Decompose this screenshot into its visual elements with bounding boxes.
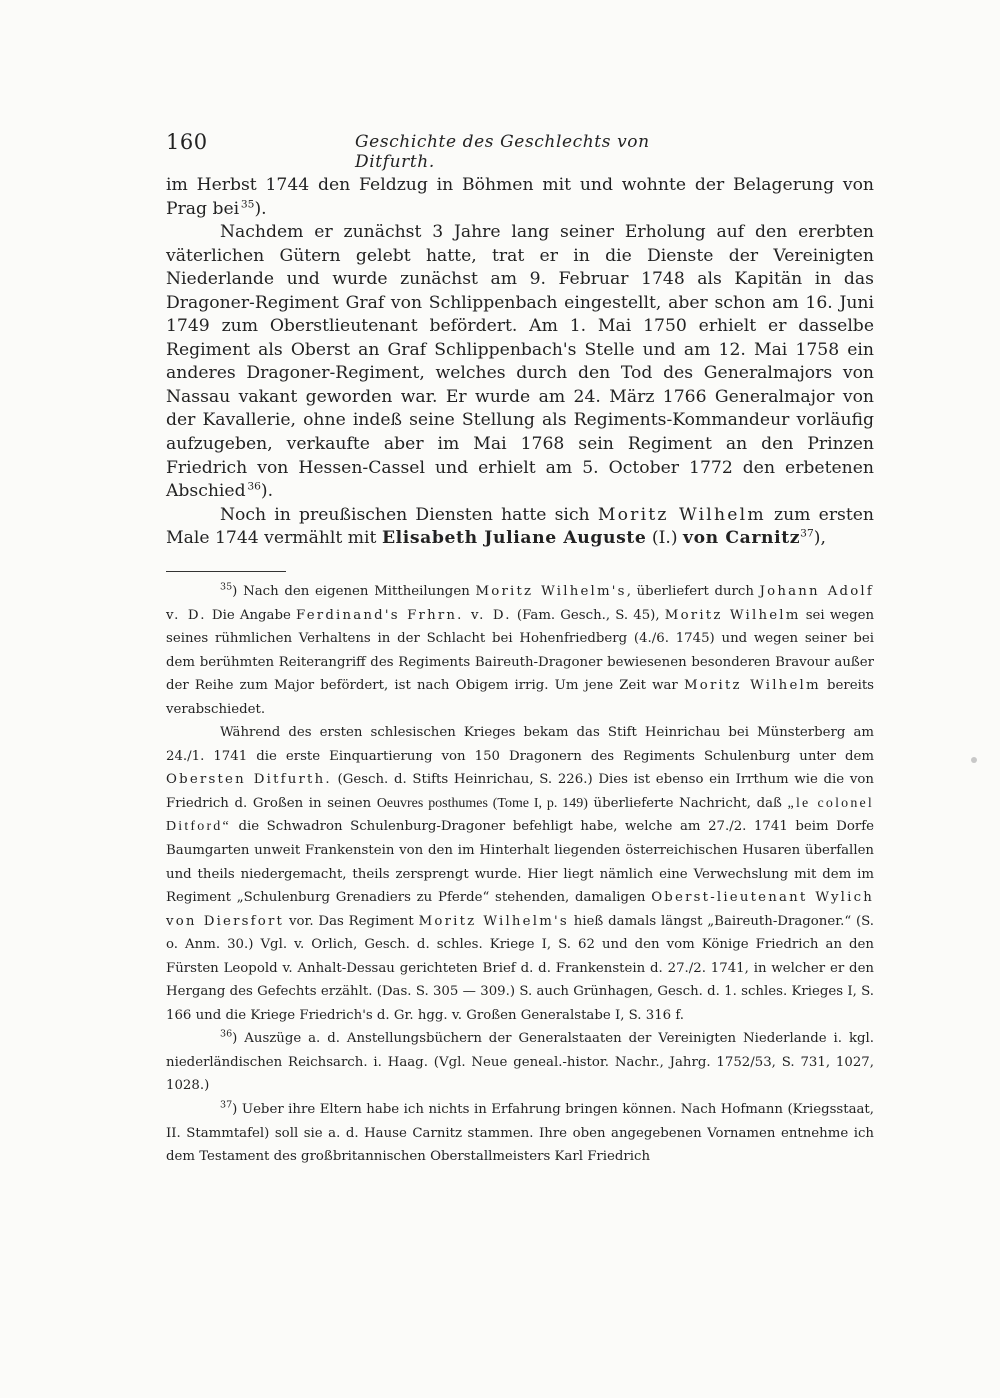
footnote-text: (Gesch. d. Stifts Heinrichau, S. 226.) Dies ist ebenso ein Irrthum wie die von Friedrich d. Großen in seinen bbox=[166, 772, 874, 811]
footnote-number: 37 bbox=[220, 1099, 233, 1111]
footnote-text: Während des ersten schlesischen Krieges bekam das Stift Heinrichau bei Münsterberg am 24./1. 1741 die erste Einquartierung von 150 Dragonern des Regiments Schulenburg unter dem bbox=[166, 725, 874, 764]
paragraph-text: zum ersten Male 1744 vermählt mit bbox=[166, 504, 875, 549]
footnote-text: Die Angabe bbox=[211, 607, 291, 623]
scan-spot bbox=[971, 757, 977, 763]
paragraph-text: Nachdem er zunächst 3 Jahre lang seiner Erholung auf den ererbten väterlichen Gütern gelebt hatte, trat er in die Dienste der Vereinigten Niederlande und wurde zunächst am 9. Februar 1748 als Kapitän in das Dragoner-Regiment Graf von Schlippenbach eingestellt, aber schon am 16. Juni 1749 zum Oberstlieutenant befördert. Am 1. Mai 1750 erhielt er dasselbe Regiment als Oberst an Graf Schlippenbach's Stelle und am 12. Mai 1758 ein anderes Dragoner-Regiment, welches durch den Tod des Generalmajors von Nassau vakant geworden war. Er wurde am 24. März 1766 Generalmajor von der Kavallerie, ohne indeß seine Stellung als Regiments-Kommandeur vorläufig aufzugeben, verkaufte aber im Mai 1768 sein Regiment an den Prinzen Friedrich von Hessen-Cassel und erhielt am 5. October 1772 den erbetenen Abschied bbox=[166, 222, 874, 502]
footnote-number: 36 bbox=[220, 1028, 233, 1040]
spaced-name: Oberst-lieutenant Wylich von Diersfort bbox=[166, 890, 874, 929]
footnote-number: 35 bbox=[220, 581, 233, 593]
footnote-text: , überliefert durch bbox=[626, 584, 754, 599]
spouse-surname: von Carnitz bbox=[683, 528, 801, 549]
page-number: 160 bbox=[166, 130, 208, 154]
paragraph-text: ), bbox=[813, 528, 826, 549]
footnote-text: bereits verabschiedet. bbox=[166, 678, 874, 717]
footnote-35-continued bbox=[166, 721, 874, 1027]
spaced-name: Ferdinand's Frhrn. v. D. bbox=[296, 607, 512, 623]
footnote-text: ) Auszüge a. d. Anstellungsbüchern der Generalstaaten der Vereinigten Niederlande i. kgl. niederländischen Reichsarch. i. Haag. (Vgl. Neue geneal.-histor. Nachr., Jahrg. 1752/53, S. 731, 1027, 1028.) bbox=[166, 1031, 874, 1094]
footnotes bbox=[166, 580, 874, 1169]
spaced-name: Moritz Wilhelm bbox=[664, 607, 801, 623]
footnote-ref-35[interactable]: 35 bbox=[240, 196, 255, 210]
footnote-text: (Fam. Gesch., S. 45), bbox=[516, 607, 660, 623]
paragraph-text: ). bbox=[260, 481, 274, 502]
footnote-37 bbox=[166, 1098, 874, 1169]
footnote-text: sei wegen seines rühmlichen Verhaltens in der Schlacht bei Hohenfriedberg (4./6. 1745) und wegen seiner bei dem berühmten Reiterangriff des Regiments Baireuth-Dragoner bewiesenen besonderen Bravour außer der Reihe zum Major befördert, ist nach Obigem irrig. Um jene Zeit war bbox=[166, 607, 875, 694]
footnote-35 bbox=[166, 580, 874, 721]
roman-numeral: (I.) bbox=[651, 528, 678, 549]
spaced-name: Johann Adolf v. D. bbox=[166, 584, 875, 623]
body-paragraph-2 bbox=[166, 221, 874, 504]
footnote-ref-37[interactable]: 37 bbox=[800, 526, 814, 540]
footnote-ref-36[interactable]: 36 bbox=[247, 479, 261, 493]
latin-text: „le colonel Ditford“ bbox=[166, 795, 874, 835]
person-name: Moritz Wilhelm bbox=[597, 504, 766, 525]
spaced-name: Moritz Wilhelm bbox=[683, 678, 821, 694]
latin-text: Oeuvres posthumes (Tome I, p. 149) bbox=[376, 795, 588, 811]
paragraph-text: Noch in preußischen Diensten hatte sich bbox=[220, 504, 590, 525]
spaced-name: Obersten Ditfurth. bbox=[166, 772, 332, 788]
footnote-text: ) Ueber ihre Eltern habe ich nichts in Erfahrung bringen können. Nach Hofmann (Kriegsstaat, II. Stammtafel) soll sie a. d. Hause Carnitz stammen. Ihre oben angegebenen Vornamen entnehme ich dem Testament des großbritannischen Oberstallmeisters Karl Friedrich bbox=[166, 1102, 874, 1165]
body-paragraph-3 bbox=[166, 504, 874, 551]
footnote-36 bbox=[166, 1027, 874, 1098]
footnote-rule bbox=[166, 571, 286, 572]
body-text bbox=[166, 174, 874, 551]
spaced-name: Moritz Wilhelm's bbox=[475, 584, 627, 599]
spouse-name: Elisabeth Juliane Auguste bbox=[381, 528, 647, 549]
paragraph-text: ). bbox=[254, 198, 267, 219]
running-head: Geschichte des Geschlechts von Ditfurth. bbox=[355, 132, 650, 172]
body-paragraph-1 bbox=[166, 174, 874, 221]
footnote-text: hieß damals längst „Baireuth-Dragoner.“ (S. o. Anm. 30.) Vgl. v. Orlich, Gesch. d. schles. Kriege I, S. 62 und den vom Könige Friedrich an den Fürsten Leopold v. Anhalt-Dessau gerichteten Brief d. d. Frankenstein d. 27./2. 1741, in welcher er den Hergang des Gefechts erzählt. (Das. S. 305 — 309.) S. auch Grünhagen, Gesch. d. 1. schles. Krieges I, S. 166 und die Kriege Friedrich's d. Gr. hgg. v. Großen Generalstabe I, S. 316 f. bbox=[166, 913, 875, 1023]
footnote-text: die Schwadron Schulenburg-Dragoner befehligt habe, welche am 27./2. 1741 beim Dorfe Baumgarten unweit Frankenstein von den im Hinterhalt liegenden österreichischen Husaren überfallen und theils niedergemacht, theils zersprengt wurde. Hier liegt nämlich eine Verwechslung mit dem im Regiment „Schulenburg Grenadiers zu Pferde“ stehenden, damaligen bbox=[166, 819, 874, 906]
footnote-text: ) Nach den eigenen Mittheilungen bbox=[232, 584, 470, 599]
footnote-text: überlieferte Nachricht, daß bbox=[593, 795, 782, 811]
paragraph-text: im Herbst 1744 den Feldzug in Böhmen mit und wohnte der Belagerung von Prag bei bbox=[166, 175, 874, 219]
footnote-text: vor. Das Regiment bbox=[288, 913, 414, 929]
spaced-name: Moritz Wilhelm's bbox=[418, 913, 569, 929]
